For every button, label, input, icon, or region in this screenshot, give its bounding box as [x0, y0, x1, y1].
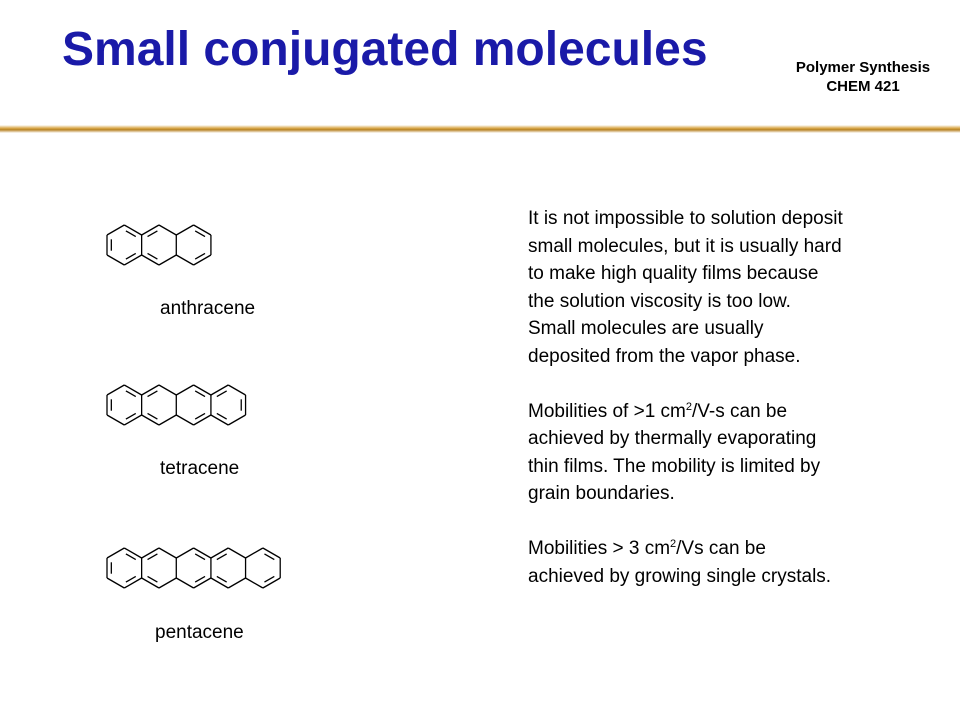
- paragraph-solution-deposition: [528, 205, 948, 370]
- body-text: [528, 205, 948, 618]
- text-line: the solution viscosity is too low.: [528, 290, 791, 312]
- course-name: Polymer Synthesis: [795, 59, 931, 76]
- anthracene-structure-drawing: [105, 210, 325, 280]
- anthracene-label: anthracene: [160, 298, 256, 319]
- anthracene-structure: [105, 210, 325, 280]
- pentacene-structure: [105, 533, 465, 603]
- text-line: Mobilities > 3 $cm^2/Vs$ can be: [528, 538, 766, 559]
- slide-title: Small conjugated molecules: [62, 23, 708, 76]
- text-line: thin films. The mobility is limited by: [528, 455, 821, 477]
- header-divider: [0, 125, 960, 133]
- text-line: It is not impossible to solution deposit: [528, 208, 843, 229]
- superscript: 2: [685, 400, 692, 413]
- tetracene-label: tetracene: [160, 458, 240, 479]
- text-line: achieved by growing single crystals.: [528, 565, 832, 587]
- text-line: deposited from the vapor phase.: [528, 345, 801, 367]
- paragraph-crystal-mobility: [528, 535, 948, 590]
- tetracene-structure: [105, 370, 395, 440]
- pentacene-structure-drawing: [105, 533, 465, 603]
- text-line: grain boundaries.: [528, 483, 675, 504]
- text-line: achieved by thermally evaporating: [528, 428, 817, 449]
- course-code: CHEM 421: [826, 78, 900, 95]
- tetracene-structure-drawing: [105, 370, 395, 440]
- text-line: Small molecules are usually: [528, 318, 764, 339]
- text-line: small molecules, but it is usually hard: [528, 235, 842, 257]
- paragraph-evaporation-mobility: [528, 398, 948, 508]
- text-line: to make high quality films because: [528, 263, 819, 284]
- superscript: 2: [670, 538, 677, 550]
- course-label: [768, 58, 958, 96]
- text-line: Mobilities of >1 $cm^2/V-s$ can be: [528, 400, 788, 422]
- pentacene-label: pentacene: [155, 622, 244, 643]
